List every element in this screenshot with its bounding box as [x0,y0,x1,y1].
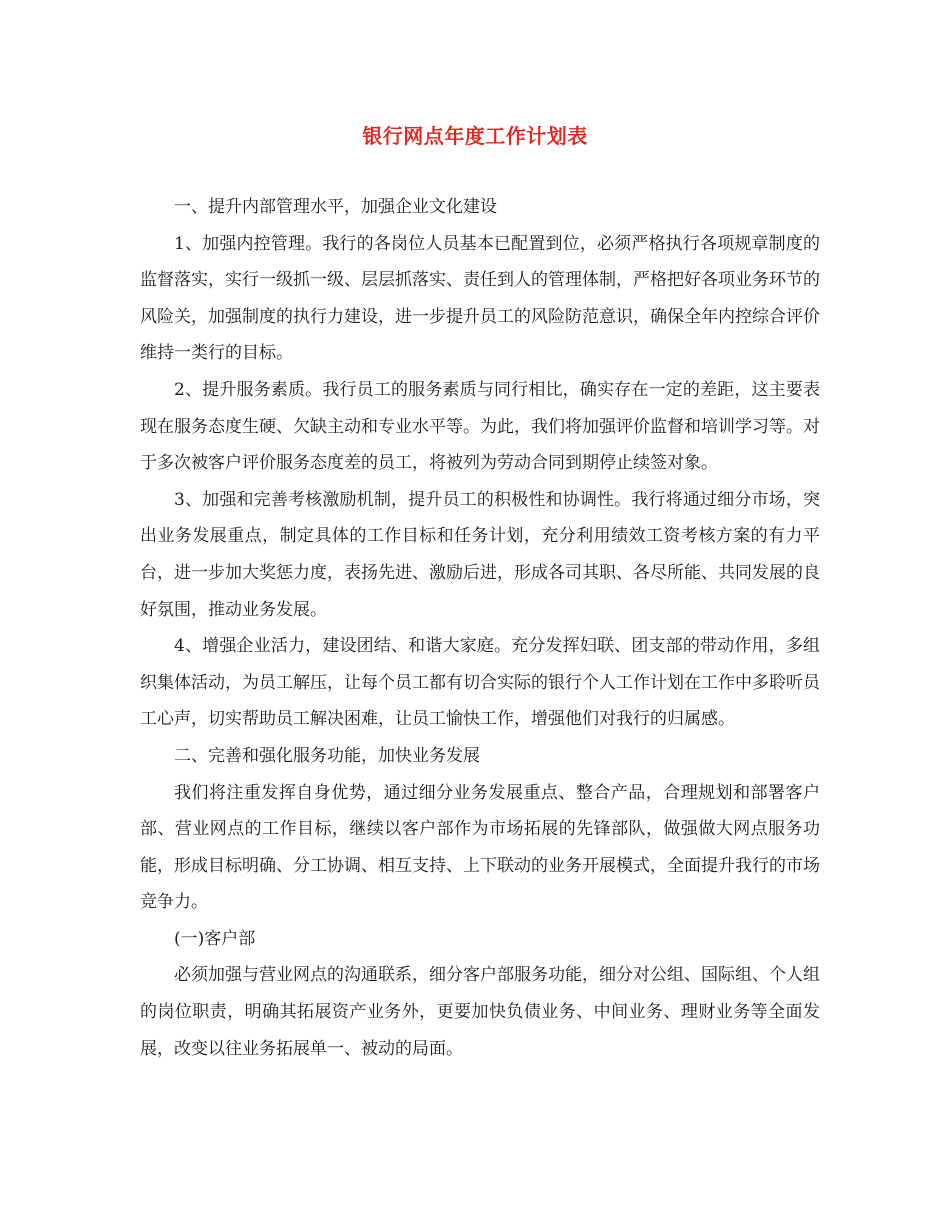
subsection-heading-customer-dept: (一)客户部 [174,928,256,949]
paragraph-service-quality: 2、提升服务素质。我行员工的服务素质与同行相比，确实存在一定的差距，这主要表现在服务态度生硬、欠缺主动和专业水平等。为此，我们将加强评价监督和培训学习等。对于多次被客户评价服务态度差的员工，将被列为劳动合同到期停止续签对象。 [140,379,820,474]
document-title: 银行网点年度工作计划表 [362,124,588,148]
paragraph-business-development: 我们将注重发挥自身优势，通过细分业务发展重点、整合产品，合理规划和部署客户部、营业网点的工作目标，继续以客户部作为市场拓展的先锋部队，做强做大网点服务功能，形成目标明确、分工协调、相互支持、上下联动的业务开展模式，全面提升我行的市场竞争力。 [140,782,820,913]
section-heading-2: 二、完善和强化服务功能，加快业务发展 [174,745,480,766]
section-heading-1: 一、提升内部管理水平，加强企业文化建设 [174,197,497,217]
paragraph-internal-control: 1、加强内控管理。我行的各岗位人员基本已配置到位，必须严格执行各项规章制度的监督落实，实行一级抓一级、层层抓落实、责任到人的管理体制，严格把好各项业务环节的风险关，加强制度的执行力建设，进一步提升员工的风险防范意识，确保全年内控综合评价维持一类行的目标。 [140,233,820,364]
paragraph-corporate-vitality: 4、增强企业活力，建设团结、和谐大家庭。充分发挥妇联、团支部的带动作用，多组织集体活动，为员工解压，让每个员工都有切合实际的银行个人工作计划在工作中多聆听员工心声，切实帮助员工解决困难，让员工愉快工作，增强他们对我行的归属感。 [140,636,820,730]
paragraph-incentive-mechanism: 3、加强和完善考核激励机制，提升员工的积极性和协调性。我行将通过细分市场，突出业务发展重点，制定具体的工作目标和任务计划，充分利用绩效工资考核方案的有力平台，进一步加大奖惩力度，表扬先进、激励后进，形成各司其职、各尽所能、共同发展的良好氛围，推动业务发展。 [140,489,820,620]
paragraph-customer-dept: 必须加强与营业网点的沟通联系，细分客户部服务功能，细分对公组、国际组、个人组的岗位职责，明确其拓展资产业务外，更要加快负债业务、中间业务、理财业务等全面发展，改变以往业务拓展单一、被动的局面。 [140,965,820,1059]
document-body [140,189,820,1067]
